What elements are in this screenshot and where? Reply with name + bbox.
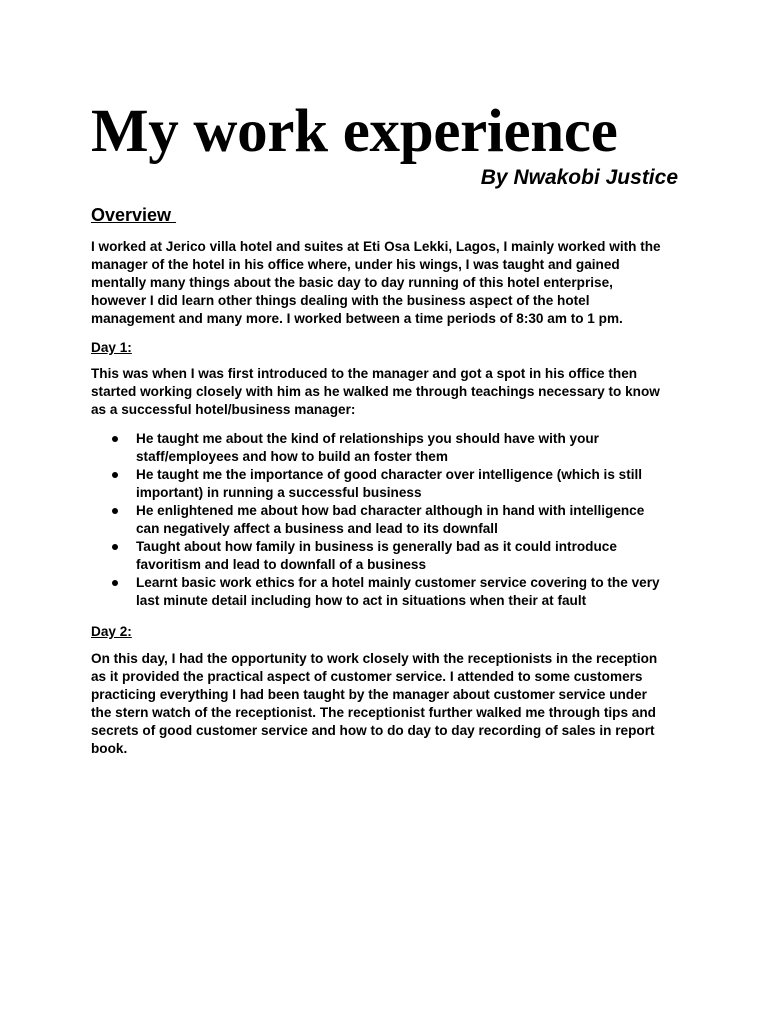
bullet-line: important) in running a successful business <box>136 485 422 500</box>
bullet-line: He taught me about the kind of relationships you should have with your <box>136 431 599 446</box>
overview-heading: Overview <box>91 205 177 225</box>
paragraph-line: as it provided the practical aspect of customer service. I attended to some customers <box>91 669 643 684</box>
bullet-dot-icon <box>112 436 118 442</box>
bullet-line: Taught about how family in business is generally bad as it could introduce <box>136 539 617 554</box>
paragraph-line: book. <box>91 741 128 756</box>
paragraph-line: manager of the hotel in his office where, under his wings, I was taught and gained <box>91 257 620 272</box>
bullet-item <box>91 466 691 502</box>
paragraph-line: the stern watch of the receptionist. The receptionist further walked me through tips and <box>91 705 656 720</box>
paragraph-line: I worked at Jerico villa hotel and suites at Eti Osa Lekki, Lagos, I mainly worked with the <box>91 239 661 254</box>
paragraph-line: management and many more. I worked between a time periods of 8:30 am to 1 pm. <box>91 311 623 326</box>
overview-paragraph <box>91 238 691 328</box>
day-1-bullet-list <box>91 430 691 610</box>
paragraph-line: practicing everything I had been taught by the manager about customer service under <box>91 687 647 702</box>
author-byline: By Nwakobi Justice <box>480 166 678 189</box>
document-title: My work experience <box>91 98 618 165</box>
bullet-line: He taught me the importance of good character over intelligence (which is still <box>136 467 643 482</box>
bullet-dot-icon <box>112 508 118 514</box>
paragraph-line: mentally many things about the basic day to day running of this hotel enterprise, <box>91 275 613 290</box>
bullet-item <box>91 430 691 466</box>
bullet-item <box>91 574 691 610</box>
paragraph-line: This was when I was first introduced to the manager and got a spot in his office then <box>91 366 638 381</box>
bullet-item <box>91 502 691 538</box>
bullet-line: He enlightened me about how bad character although in hand with intelligence <box>136 503 645 518</box>
paragraph-line: On this day, I had the opportunity to work closely with the receptionists in the reception <box>91 651 658 666</box>
bullet-line: can negatively affect a business and lead to its downfall <box>136 521 498 536</box>
bullet-line: last minute detail including how to act in situations when their at fault <box>136 593 587 608</box>
paragraph-line: started working closely with him as he walked me through teachings necessary to know <box>91 384 660 399</box>
day-2-heading: Day 2: <box>91 624 132 639</box>
day-1-paragraph <box>91 365 691 419</box>
paragraph-line: as a successful hotel/business manager: <box>91 402 356 417</box>
day-1-heading: Day 1: <box>91 340 132 355</box>
bullet-dot-icon <box>112 544 118 550</box>
bullet-item <box>91 538 691 574</box>
paragraph-line: secrets of good customer service and how to do day to day recording of sales in report <box>91 723 655 738</box>
bullet-line: Learnt basic work ethics for a hotel mainly customer service covering to the very <box>136 575 660 590</box>
bullet-dot-icon <box>112 580 118 586</box>
bullet-line: staff/employees and how to build an foster them <box>136 449 448 464</box>
bullet-line: favoritism and lead to downfall of a business <box>136 557 427 572</box>
day-2-paragraph <box>91 650 691 758</box>
paragraph-line: however I did learn other things dealing with the business aspect of the hotel <box>91 293 590 308</box>
bullet-dot-icon <box>112 472 118 478</box>
